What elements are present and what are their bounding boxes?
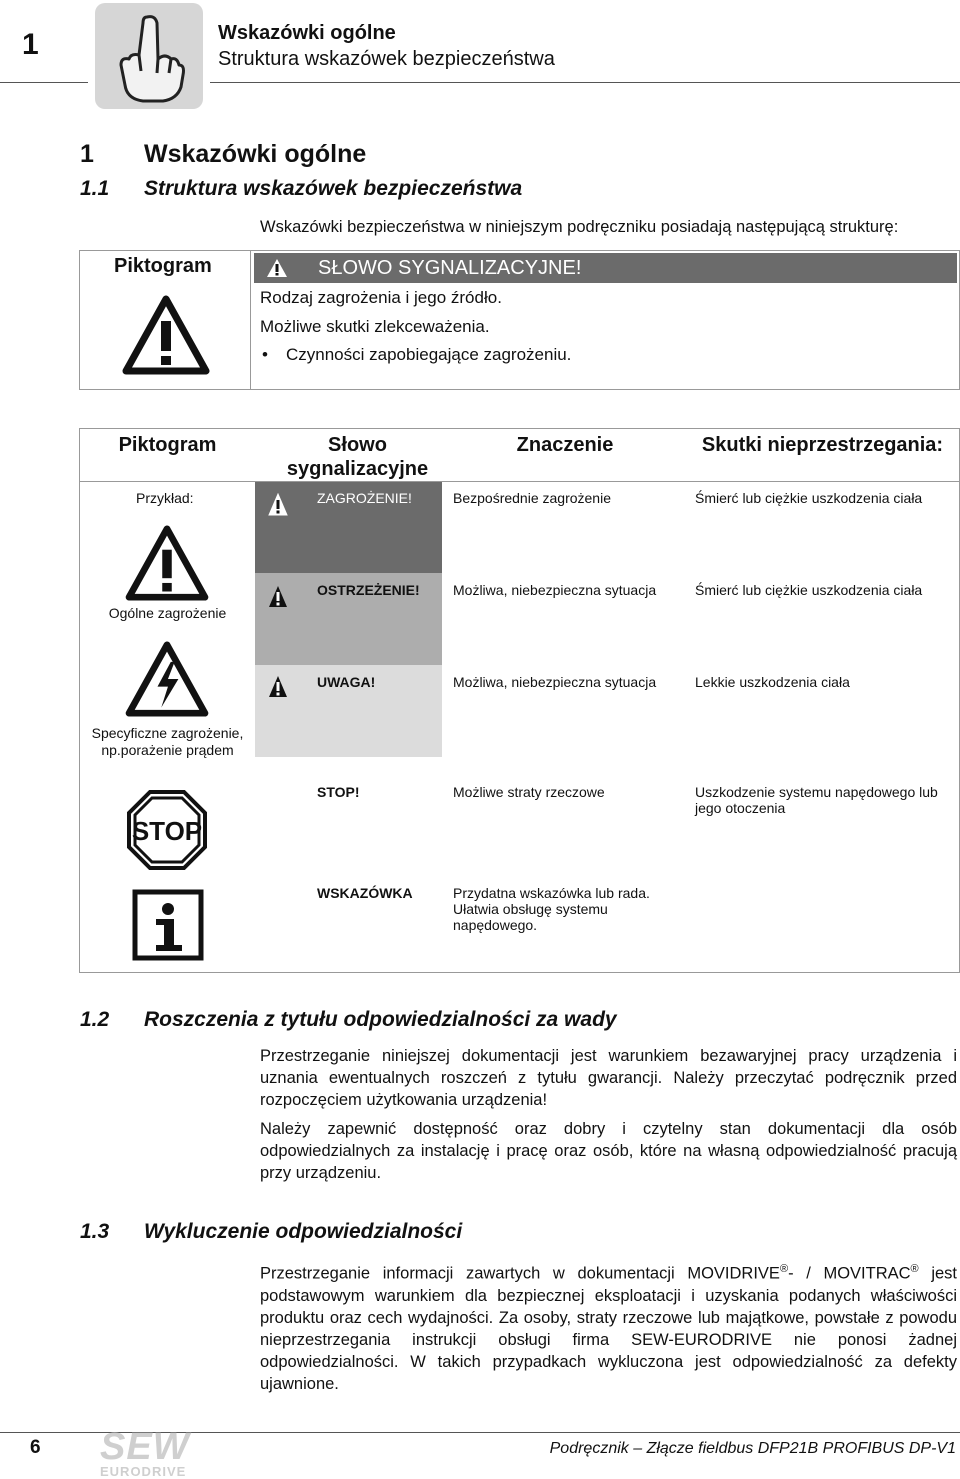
structure-box-divider (250, 251, 251, 389)
registered-mark-2: ® (910, 1263, 919, 1275)
col-header-meaning: Znaczenie (516, 434, 614, 456)
danger-meaning: Bezpośrednie zagrożenie (453, 490, 611, 506)
section-1-1-intro: Wskazówki bezpieczeństwa w niniejszym podręczniku posiadają następującą strukturę: (260, 218, 899, 236)
section-1-2-heading (80, 1008, 617, 1032)
danger-consequence: Śmierć lub ciężkie uszkodzenia ciała (695, 490, 923, 506)
info-icon (132, 889, 204, 961)
signal-words-table (79, 428, 960, 973)
warning-consequence: Śmierć lub ciężkie uszkodzenia ciała (695, 582, 923, 598)
small-warning-icon (266, 258, 288, 278)
example-label: Przykład: (136, 490, 194, 506)
section-1-2-para-1: Przestrzeganie niniejszej dokumentacji jest warunkiem bezawaryjnej pracy urządzenia i uznania ewentualnych roszczeń z tytułu gwarancji. Należy przeczytać podręcznik przed rozpoczęciem użytkowania urządzenia! (260, 1047, 957, 1109)
electric-shock-icon (124, 641, 210, 717)
caution-meaning: Możliwa, niebezpieczna sytuacja (453, 674, 657, 690)
bullet-icon: • (262, 345, 268, 364)
stop-word: STOP! (317, 784, 360, 800)
pointing-hand-icon (95, 3, 203, 109)
chapter-number: 1 (22, 28, 39, 61)
consequences-line: Możliwe skutki zlekceważenia. (260, 317, 490, 336)
section-1-1-number: 1.1 (80, 177, 110, 200)
logo-sew: SEW (100, 1426, 190, 1468)
section-1-2-number: 1.2 (80, 1008, 110, 1031)
col-header-pictogram: Piktogram (118, 434, 217, 456)
para-a: Przestrzeganie informacji zawartych w dokumentacji MOVIDRIVE (260, 1264, 780, 1283)
danger-word: ZAGROŻENIE! (317, 490, 412, 506)
sew-eurodrive-logo (100, 1426, 208, 1479)
signal-word: SŁOWO SYGNALIZACYJNE! (318, 257, 582, 279)
section-1-3-heading (80, 1220, 462, 1244)
prevention-bullet (262, 344, 571, 366)
pictogram-label: Piktogram (114, 255, 212, 277)
section-1-1-title: Struktura wskazówek bezpieczeństwa (144, 177, 523, 200)
danger-warning-icon (268, 493, 288, 517)
section-1-2-para-2: Należy zapewnić dostępność oraz dobry i czytelny stan dokumentacji dla osób odpowiedzialnych za instalację i pracę oraz osób, które na własną odpowiedzialność pracują przy urządzeniu. (260, 1120, 957, 1182)
para-c: jest podstawowym warunkiem dla bezpiecznej eksploatacji i uzyskania podanych właściwości produktu oraz cech wydajności. Za osoby, straty rzeczowe lub majątkowe, powstałe z powodu nieprzestrzegania instrukcji obsługi firma SEW-EURODRIVE nie ponosi żadnej odpowiedzialności. W takich przypadkach wykluczona jest odpowiedzialność za defekty ujawnione. (260, 1264, 957, 1393)
hazard-type-line: Rodzaj zagrożenia i jego źródło. (260, 288, 502, 307)
logo-eurodrive: EURODRIVE (100, 1464, 187, 1479)
section-1-2-title: Roszczenia z tytułu odpowiedzialności za wady (144, 1008, 617, 1031)
header-rule-right (210, 82, 960, 83)
header-title: Wskazówki ogólne (218, 22, 396, 44)
section-1-3-para (260, 1258, 957, 1395)
caution-warning-icon (268, 675, 288, 699)
registered-mark-1: ® (779, 1263, 789, 1275)
header-divider (80, 481, 959, 482)
note-word: WSKAZÓWKA (317, 885, 413, 901)
section-1-3-number: 1.3 (80, 1220, 110, 1243)
general-hazard-icon (124, 525, 210, 601)
note-meaning: Przydatna wskazówka lub rada. Ułatwia obsługę systemu napędowego. (453, 885, 650, 933)
para-b: - / MOVITRAC (788, 1264, 911, 1283)
header-subtitle: Struktura wskazówek bezpieczeństwa (218, 48, 555, 70)
section-1-3-title: Wykluczenie odpowiedzialności (144, 1220, 463, 1243)
safety-note-structure-box (79, 250, 960, 390)
specific-hazard-label: Specyficzne zagrożenie, np.porażenie prądem (91, 725, 244, 758)
svg-text:STOP: STOP (131, 816, 203, 846)
document-title: Podręcznik – Złącze fieldbus DFP21B PROFIBUS DP-V1 (549, 1440, 956, 1457)
col-header-consequences: Skutki nieprzestrzegania: (701, 434, 944, 456)
col-header-signal-word: Słowo sygnalizacyjne (286, 434, 429, 480)
section-1-heading (80, 140, 366, 169)
prevention-text: Czynności zapobiegające zagrożeniu. (286, 345, 572, 364)
section-1-title: Wskazówki ogólne (144, 140, 367, 168)
general-hazard-label: Ogólne zagrożenie (108, 605, 227, 621)
stop-consequence: Uszkodzenie systemu napędowego lub jego otoczenia (695, 784, 938, 816)
signal-word-bar (254, 253, 957, 283)
warning-word: OSTRZEŻENIE! (317, 582, 420, 598)
warning-meaning: Możliwa, niebezpieczna sytuacja (453, 582, 657, 598)
header-rule-left (0, 82, 88, 83)
stop-sign-icon (126, 789, 208, 871)
caution-word: UWAGA! (317, 674, 376, 690)
warning-triangle-icon (122, 295, 210, 375)
warning-warning-icon (268, 585, 288, 609)
section-1-1-heading (80, 177, 522, 201)
section-1-number: 1 (80, 140, 94, 168)
caution-consequence: Lekkie uszkodzenia ciała (695, 674, 850, 690)
stop-meaning: Możliwe straty rzeczowe (453, 784, 605, 800)
page-number: 6 (30, 1437, 41, 1458)
